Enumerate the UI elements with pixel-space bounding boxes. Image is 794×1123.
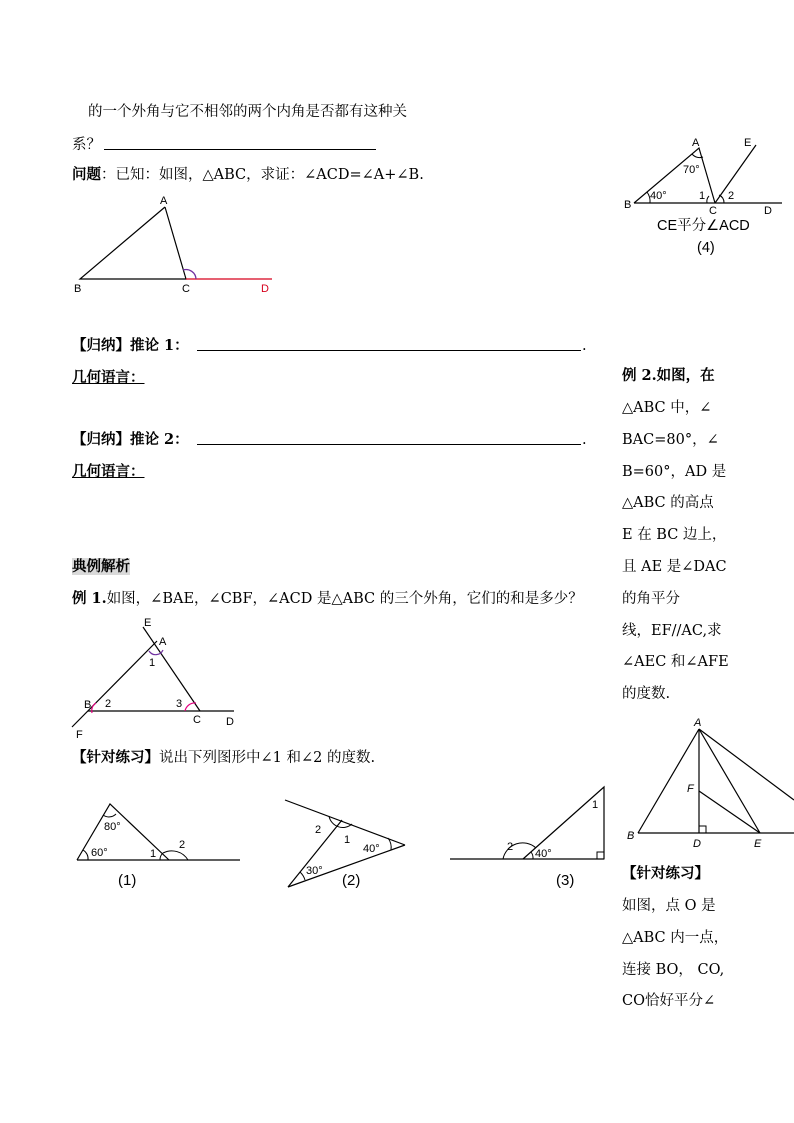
ex2-label-e: E <box>754 838 762 850</box>
induction-2-label: 推论 2： <box>130 431 189 448</box>
ex2-label-d: D <box>693 838 701 850</box>
example-2-line-10: 的度数. <box>622 686 671 702</box>
f4-caption: (4) <box>697 240 715 256</box>
induction-2-end: . <box>582 432 587 448</box>
example-2-line-1: △ABC 中，∠ <box>622 400 712 416</box>
practice-1-text: 说出下列图形中∠1 和∠2 的度数. <box>159 750 376 766</box>
ex1-num-2: 2 <box>105 698 112 710</box>
induction-1-tag: 【归纳】 <box>72 337 130 354</box>
p3-caption: (3) <box>556 872 575 889</box>
p1-angle-80: 80° <box>104 821 121 833</box>
example-2-line-6: 且 AE 是∠DAC <box>622 559 727 575</box>
practice-2-line-1: △ABC 内一点， <box>622 930 729 946</box>
example-2-line-8: 线，EF//AC,求 <box>622 623 722 639</box>
f4-label-b: B <box>624 199 632 211</box>
f4-label-c: C <box>709 205 717 217</box>
f4-note: CE平分∠ACD <box>657 218 750 234</box>
example-2-line-5: E 在 BC 边上， <box>622 527 727 543</box>
example-1-text: 如图，∠BAE，∠CBF，∠ACD 是△ABC 的三个外角，它们的和是多少？ <box>106 591 583 607</box>
example-2-line-9: ∠AEC 和∠AFE <box>622 654 729 670</box>
practice-1-tag: 【针对练习】 <box>72 749 159 766</box>
intro-line-1: 的一个外角与它不相邻的两个内角是否都有这种关 <box>88 104 407 120</box>
ex2-label-b: B <box>627 830 635 842</box>
main-label-c: C <box>182 283 190 295</box>
p1-num-1: 1 <box>150 848 157 860</box>
geometry-language-1: 几何语言： <box>72 369 145 386</box>
practice-2-line-3: CO恰好平分∠ <box>622 993 716 1009</box>
practice-2-line-0: 如图，点 O 是 <box>622 898 716 914</box>
p1-caption: (1) <box>118 872 137 889</box>
intro-line-2: 系？ <box>72 137 101 153</box>
example-2-line-2: BAC=80°，∠ <box>622 432 719 448</box>
ex1-label-b: B <box>84 699 92 711</box>
ex1-label-f: F <box>76 729 83 741</box>
p2-num-1: 1 <box>344 834 351 846</box>
example-2-line-7: 的角平分 <box>622 591 680 607</box>
practice-2-line-2: 连接 BO， CO, <box>622 962 725 978</box>
induction-1-label: 推论 1： <box>130 337 189 354</box>
example-2-line-3: B=60°，AD 是 <box>622 464 727 480</box>
ex1-label-d: D <box>226 716 234 728</box>
practice-2-tag: 【针对练习】 <box>622 865 709 882</box>
main-label-d: D <box>261 283 269 295</box>
induction-2-tag: 【归纳】 <box>72 431 130 448</box>
p3-num-1: 1 <box>592 799 599 811</box>
ex1-label-c: C <box>193 714 201 726</box>
p3-angle-40: 40° <box>535 848 552 860</box>
examples-heading: 典例解析 <box>72 558 130 575</box>
ex1-label-e: E <box>144 617 152 629</box>
ex1-num-1: 1 <box>149 657 156 669</box>
problem-label: 问题 <box>72 166 101 183</box>
problem-text: ：已知：如图，△ABC，求证：∠ACD=∠A+∠B. <box>101 167 424 183</box>
p1-num-2: 2 <box>179 839 186 851</box>
f4-label-e: E <box>744 137 752 149</box>
f4-num-1: 1 <box>699 190 706 202</box>
example-2-line-0: 例 2.如图，在 <box>622 367 715 384</box>
ex1-label-a: A <box>159 636 167 648</box>
f4-angle-40: 40° <box>650 190 667 202</box>
p1-angle-60: 60° <box>91 847 108 859</box>
p2-angle-40: 40° <box>363 843 380 855</box>
geometry-language-2: 几何语言： <box>72 463 145 480</box>
ex2-label-f: F <box>687 783 694 795</box>
f4-label-d: D <box>764 205 772 217</box>
example-2-line-4: △ABC 的高点 <box>622 495 714 511</box>
p2-num-2: 2 <box>315 824 322 836</box>
p2-caption: (2) <box>342 872 361 889</box>
f4-num-2: 2 <box>728 190 735 202</box>
p2-angle-30: 30° <box>306 865 323 877</box>
example-1-label: 例 1. <box>72 590 107 607</box>
f4-angle-70: 70° <box>683 164 700 176</box>
main-label-b: B <box>74 283 82 295</box>
p3-num-2: 2 <box>507 841 514 853</box>
ex1-num-3: 3 <box>176 698 183 710</box>
main-label-a: A <box>160 195 168 207</box>
induction-1-end: . <box>582 338 587 354</box>
f4-label-a: A <box>692 137 700 149</box>
ex2-label-a: A <box>694 717 702 729</box>
